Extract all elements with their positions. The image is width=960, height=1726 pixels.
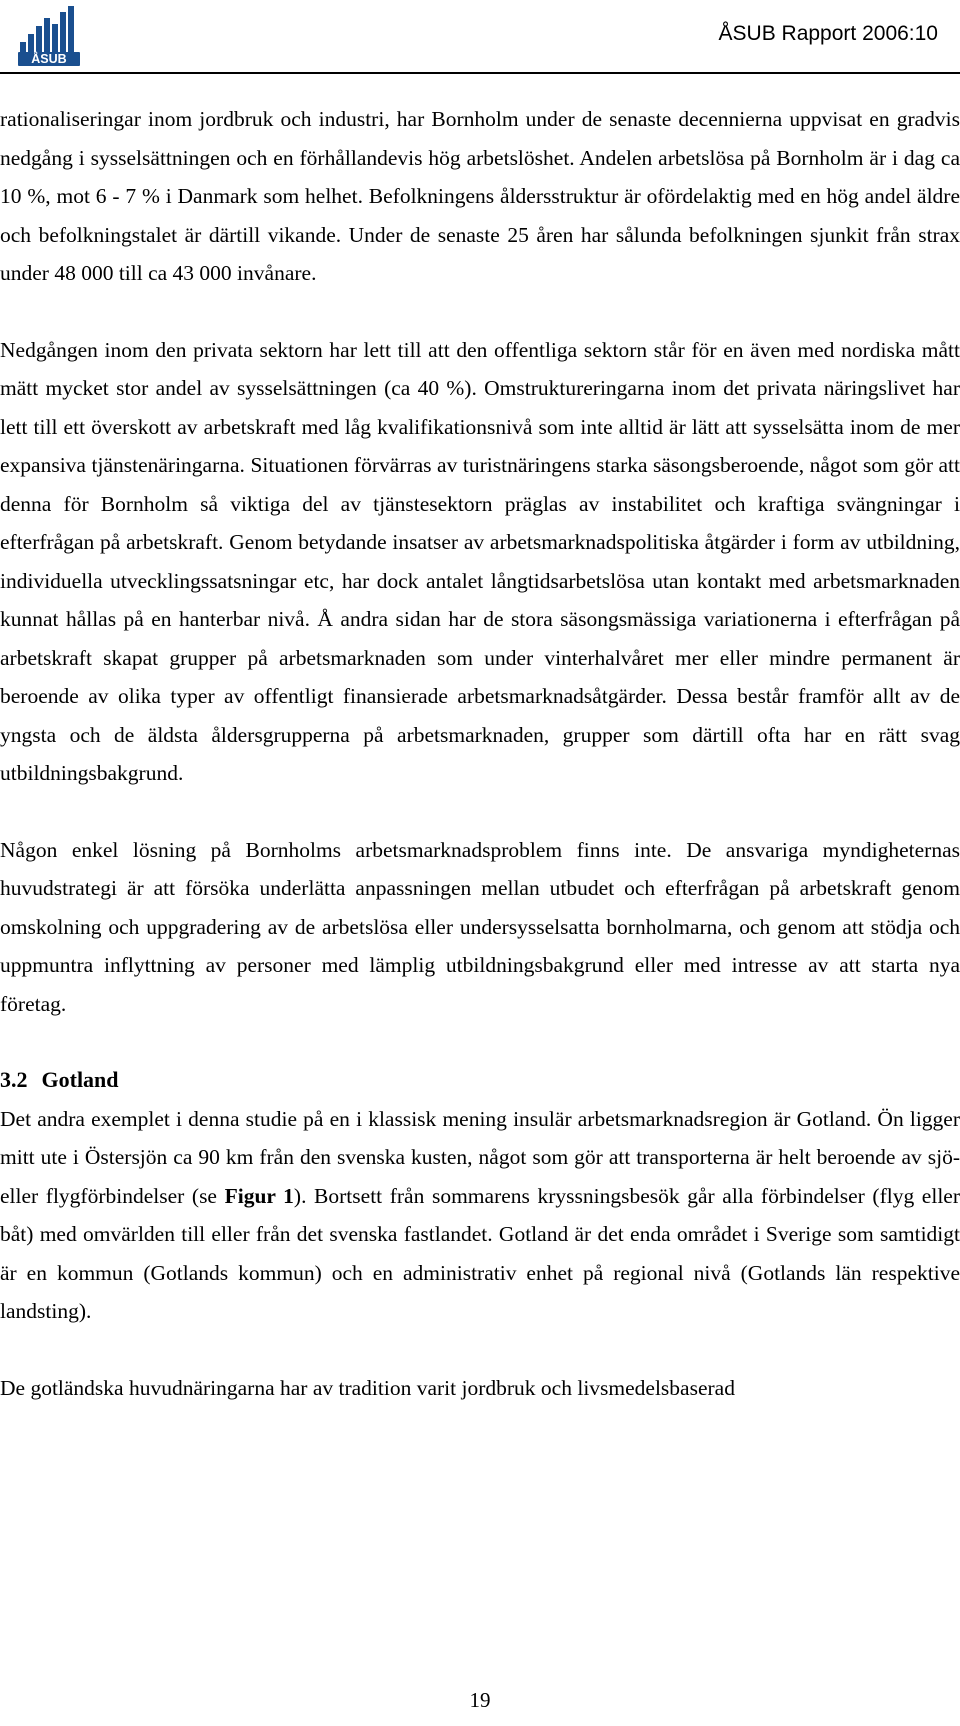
page-number: 19	[469, 1688, 491, 1712]
section-heading	[0, 1061, 960, 1100]
paragraph-4-text-a: Det andra exemplet i denna studie på en i klassisk mening insulär arbetsmarknadsregion är Gotland. Ön ligger mitt ute i Östersjön ca 90 km från den svenska kusten, något som gör att transporterna är helt beroende av sjö- eller flygförbindelser (se	[0, 1106, 960, 1208]
section-number: 3.2	[0, 1067, 28, 1092]
paragraph-4-text-b: ). Bortsett från sommarens kryssningsbesök går alla förbindelser (flyg eller båt) med omvärlden till eller från det svenska fastlandet. Gotland är det enda området i Sverige som samtidigt är en kommun (Gotlands kommun) och en administrativ enhet på regional nivå (Gotlands län respektive landsting).	[0, 1183, 960, 1323]
report-id: ÅSUB Rapport 2006:10	[718, 22, 938, 45]
paragraph-2: Nedgången inom den privata sektorn har lett till att den offentliga sektorn står för en även med nordiska mått mätt mycket stor andel av sysselsättningen (ca 40 %). Omstruktureringarna inom det privata näringslivet har lett till ett överskott av arbetskraft med låg kvalifikationsnivå som inte alltid är lätt att sysselsätta inom de mer expansiva tjänstenäringarna. Situationen förvärras av turistnäringens starka säsongsberoende, något som gör att denna för Bornholm så viktiga del av tjänstesektorn präglas av instabilitet och kraftiga svängningar i efterfrågan på arbetskraft. Genom betydande insatser av arbetsmarknadspolitiska åtgärder i form av utbildning, individuella utvecklingssatsningar etc, har dock antalet långtidsarbetslösa utan kontakt med arbetsmarknaden kunnat hållas på en hanterbar nivå. Å andra sidan har de stora säsongsmässiga variationerna i efterfrågan på arbetskraft skapat grupper på arbetsmarknaden som under vinterhalvåret mer eller mindre permanent är beroende av olika typer av offentligt finansierade arbetsmarknadsåtgärder. Dessa består framför allt av de yngsta och de äldsta åldersgrupperna på arbetsmarknaden, grupper som därtill ofta har en rätt svag utbildningsbakgrund.	[0, 337, 960, 785]
header-rule	[0, 72, 960, 74]
page-header	[0, 0, 960, 76]
section-title: Gotland	[41, 1067, 119, 1092]
paragraph-5: De gotländska huvudnäringarna har av tradition varit jordbruk och livsmedelsbaserad	[0, 1375, 735, 1400]
asub-logo	[18, 4, 80, 66]
svg-text:ÅSUB: ÅSUB	[31, 52, 67, 66]
paragraph-1: rationaliseringar inom jordbruk och industri, har Bornholm under de senaste decennierna uppvisat en gradvis nedgång i sysselsättningen och en förhållandevis hög arbetslöshet. Andelen arbetslösa på Bornholm är i dag ca 10 %, mot 6 - 7 % i Danmark som helhet. Befolkningens åldersstruktur är ofördelaktig med en hög andel äldre och befolkningstalet är därtill vikande. Under de senaste 25 åren har sålunda befolkningen sjunkit från strax under 48 000 till ca 43 000 invånare.	[0, 107, 960, 285]
paragraph-3: Någon enkel lösning på Bornholms arbetsmarknadsproblem finns inte. De ansvariga myndigheternas huvudstrategi är att försöka underlätta anpassningen mellan utbudet och efterfrågan på arbetskraft genom omskolning och uppgradering av de arbetslösa eller undersysselsatta bornholmarna, och genom att stödja och uppmuntra inflyttning av personer med lämplig utbildningsbakgrund eller med intresse av att starta nya företag.	[0, 837, 960, 1016]
paragraph-4	[0, 1100, 960, 1331]
page-content	[0, 100, 960, 1407]
figure-reference: Figur 1	[224, 1183, 294, 1208]
